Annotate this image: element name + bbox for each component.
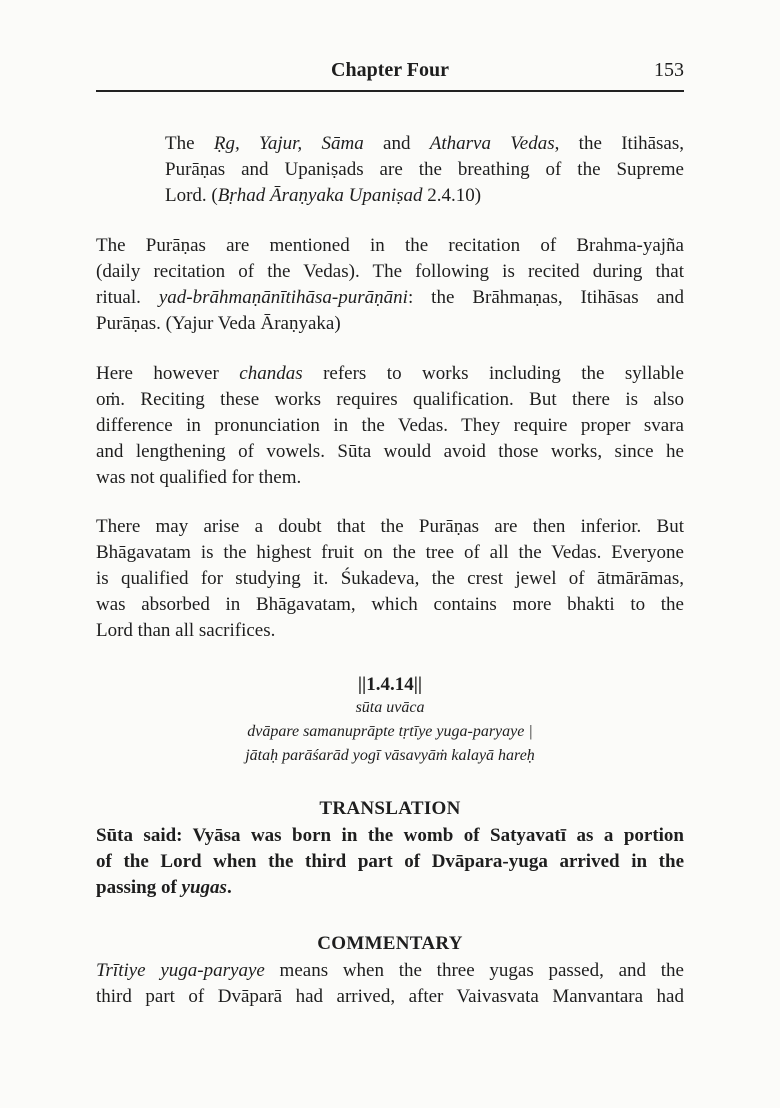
verse-speaker: sūta uvāca [355, 699, 425, 716]
para3-line-5: Lord than all sacrifices. [96, 620, 276, 641]
verse-number: ||1.4.14|| [357, 674, 423, 695]
commentary-line-2: third part of Dvāparā had arrived, after Vaivasvata Manvantara had [96, 986, 684, 1007]
quote-line-3: Lord. (Bṛhad Āraṇyaka Upaniṣad 2.4.10) [165, 185, 482, 206]
verse-line-1: dvāpare samanuprāpte tṛtīye yuga-paryaye | [247, 723, 533, 740]
paragraph-chandas [96, 361, 684, 491]
translation-line-1: Sūta said: Vyāsa was born in the womb of Satyavatī as a portion [96, 825, 684, 846]
commentary-heading: COMMENTARY [317, 933, 463, 954]
quote-line-1: The Ṛg, Yajur, Sāma and Atharva Vedas, the Itihāsas, [165, 133, 684, 154]
translation-text [96, 823, 684, 901]
verse-block [96, 674, 684, 768]
verse-line-2: jātaḥ parāśarād yogī vāsavyāṁ kalayā hareḥ [245, 747, 535, 764]
para1-line-3: ritual. yad-brāhmaṇānītihāsa-purāṇāni: the Brāhmaṇas, Itihāsas and [96, 287, 684, 308]
chapter-title: Chapter Four [331, 59, 449, 81]
paragraph-bhagavatam [96, 514, 684, 644]
para2-line-2: oṁ. Reciting these works requires qualification. But there is also [96, 389, 684, 410]
page-number: 153 [654, 59, 684, 81]
para1-line-4: Purāṇas. (Yajur Veda Āraṇyaka) [96, 313, 341, 334]
commentary-text [96, 958, 684, 1010]
para3-line-4: was absorbed in Bhāgavatam, which contains more bhakti to the [96, 594, 684, 615]
page-header [96, 56, 684, 92]
para3-line-2: Bhāgavatam is the highest fruit on the tree of all the Vedas. Everyone [96, 542, 684, 563]
para2-line-4: and lengthening of vowels. Sūta would avoid those works, since he [96, 441, 684, 462]
paragraph-purana-recitation [96, 233, 684, 337]
translation-heading: TRANSLATION [319, 798, 461, 819]
translation-line-3: passing of yugas. [96, 877, 232, 898]
para2-line-5: was not qualified for them. [96, 467, 302, 488]
scripture-quote [165, 131, 684, 209]
para3-line-3: is qualified for studying it. Śukadeva, the crest jewel of ātmārāmas, [96, 568, 684, 589]
quote-line-2: Purāṇas and Upaniṣads are the breathing of the Supreme [165, 159, 684, 180]
para2-line-3: difference in pronunciation in the Vedas. They require proper svara [96, 415, 684, 436]
para2-line-1: Here however chandas refers to works including the syllable [96, 363, 684, 384]
para1-line-2: (daily recitation of the Vedas). The following is recited during that [96, 261, 684, 282]
para1-line-1: The Purāṇas are mentioned in the recitation of Brahma-yajña [96, 235, 684, 256]
translation-line-2: of the Lord when the third part of Dvāpara-yuga arrived in the [96, 851, 684, 872]
commentary-line-1: Trītiye yuga-paryaye means when the three yugas passed, and the [96, 960, 684, 981]
para3-line-1: There may arise a doubt that the Purāṇas are then inferior. But [96, 516, 684, 537]
